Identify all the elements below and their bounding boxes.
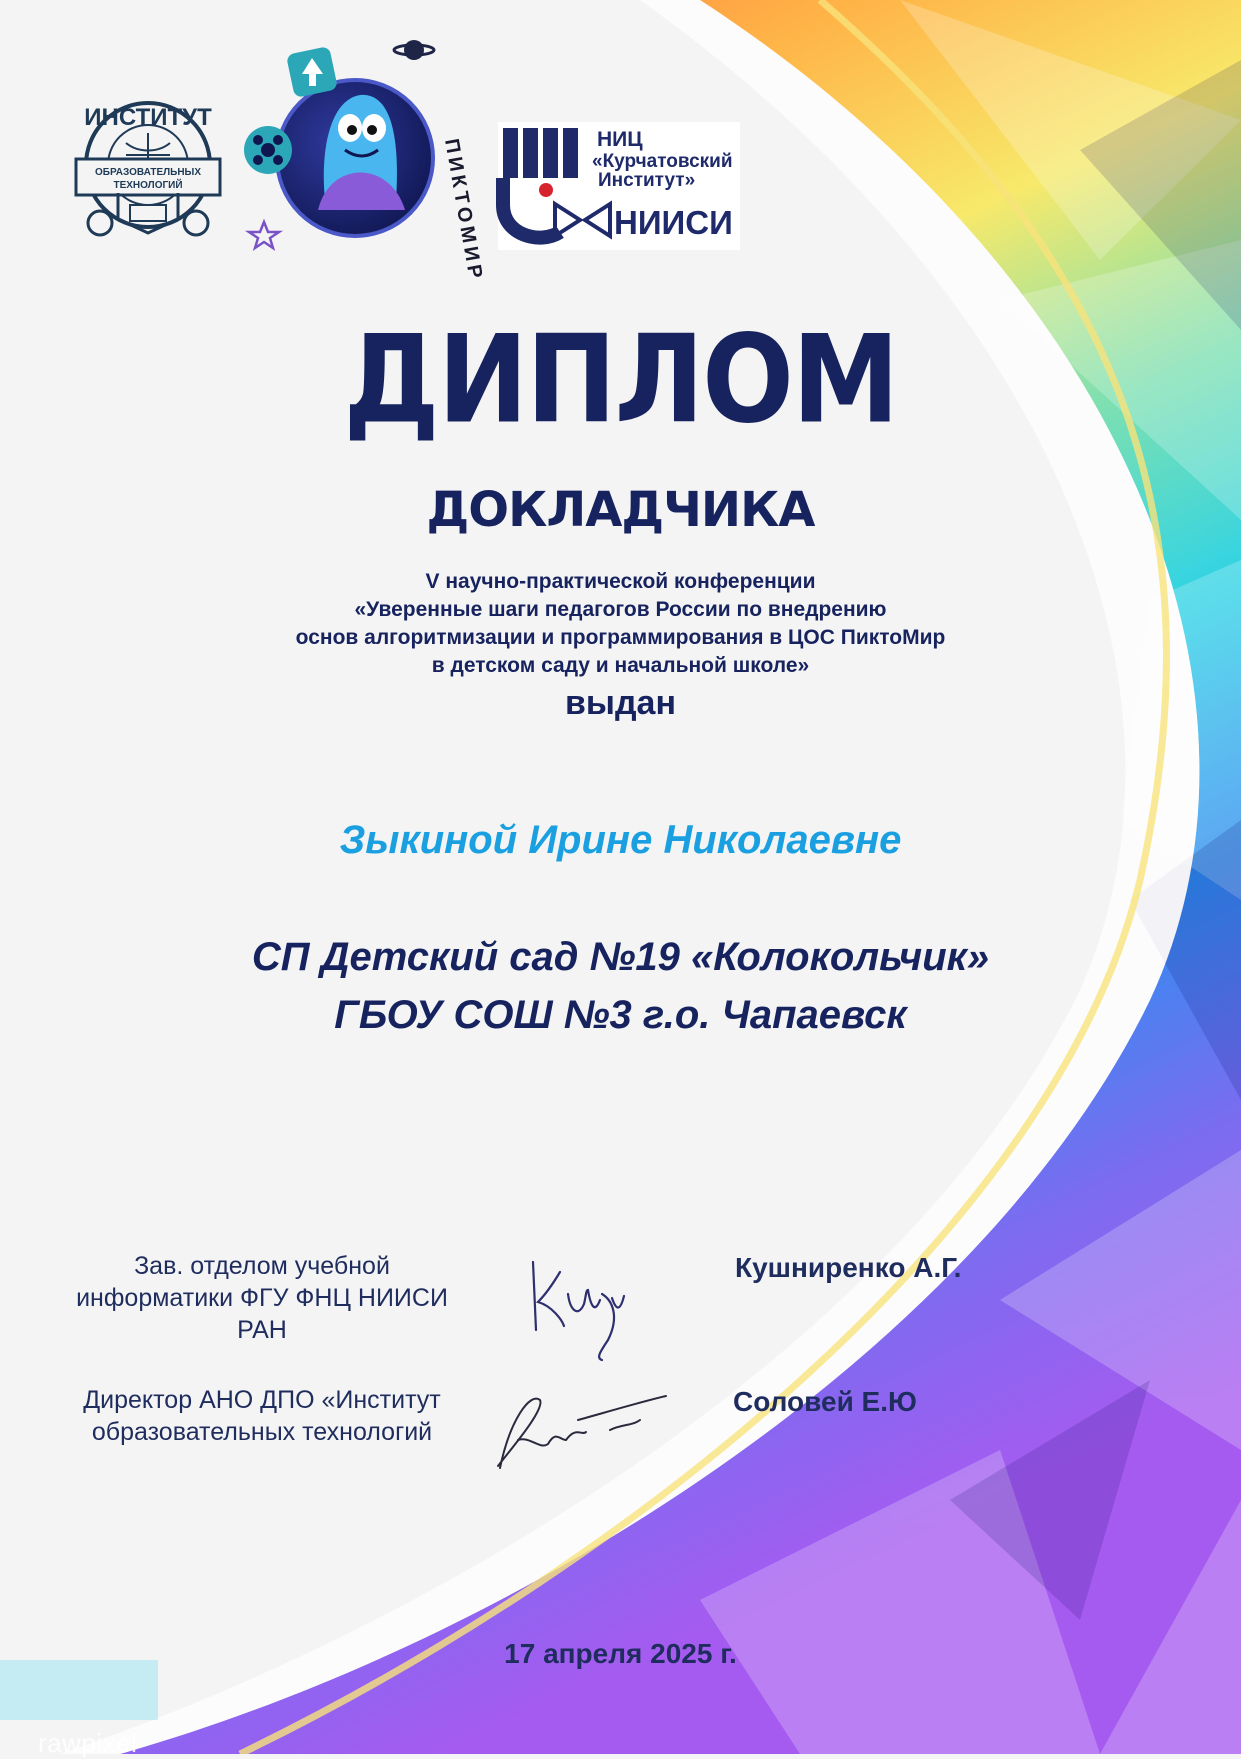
- conference-line: в детском саду и начальной школе»: [431, 654, 810, 677]
- signatory-1-title: [72, 1250, 452, 1346]
- diploma-title: ДИПЛОМ: [343, 310, 898, 451]
- recipient-name: Зыкиной Ирине Николаевне: [339, 818, 902, 862]
- signatory-1-name: Кушниренко А.Г.: [735, 1252, 962, 1283]
- kurchatov-niisi-logo: [498, 122, 740, 250]
- issue-date: 17 апреля 2025 г.: [504, 1638, 737, 1669]
- organization-line: ГБОУ СОШ №3 г.о. Чапаевск: [334, 993, 907, 1037]
- svg-text:Институт»: Институт»: [598, 170, 696, 191]
- diploma-subtitle: ДОКЛАДЧИКА: [426, 482, 815, 538]
- signatory-title-line: РАН: [237, 1316, 287, 1344]
- organization-line: СП Детский сад №19 «Колокольчик»: [251, 935, 990, 979]
- svg-text:НИЦ: НИЦ: [597, 128, 643, 151]
- signatory-title-line: образовательных технологий: [91, 1418, 433, 1446]
- signature-2: [498, 1396, 666, 1468]
- piktomir-logo: [244, 40, 487, 284]
- svg-text:ТЕХНОЛОГИЙ: ТЕХНОЛОГИЙ: [113, 180, 183, 191]
- signatory-title-line: информатики ФГУ ФНЦ НИИСИ: [76, 1284, 448, 1312]
- signatory-2-title: [72, 1384, 452, 1448]
- watermark: rawpixel: [38, 1728, 138, 1758]
- svg-text:«Курчатовский: «Курчатовский: [592, 151, 733, 172]
- signatory-title-line: Директор АНО ДПО «Институт: [83, 1386, 441, 1414]
- signatory-title-line: Зав. отделом учебной: [134, 1252, 390, 1280]
- recipient-organization: [0, 928, 1241, 1044]
- signature-1: [533, 1262, 624, 1360]
- issued-label: выдан: [565, 684, 676, 722]
- conference-line: основ алгоритмизации и программирования в ЦОС ПиктоМир: [295, 626, 946, 649]
- svg-text:ИНСТИТУТ: ИНСТИТУТ: [84, 104, 212, 131]
- svg-text:ПИКТОМИР: ПИКТОМИР: [440, 137, 487, 284]
- conference-line: V научно-практической конференции: [425, 570, 816, 593]
- svg-text:ОБРАЗОВАТЕЛЬНЫХ: ОБРАЗОВАТЕЛЬНЫХ: [94, 167, 202, 178]
- conference-line: «Уверенные шаги педагогов России по внедрению: [354, 598, 887, 621]
- signatory-2-name: Соловей Е.Ю: [733, 1386, 917, 1417]
- institute-logo: [76, 103, 220, 235]
- svg-text:НИИСИ: НИИСИ: [614, 204, 733, 241]
- conference-description: [0, 568, 1241, 680]
